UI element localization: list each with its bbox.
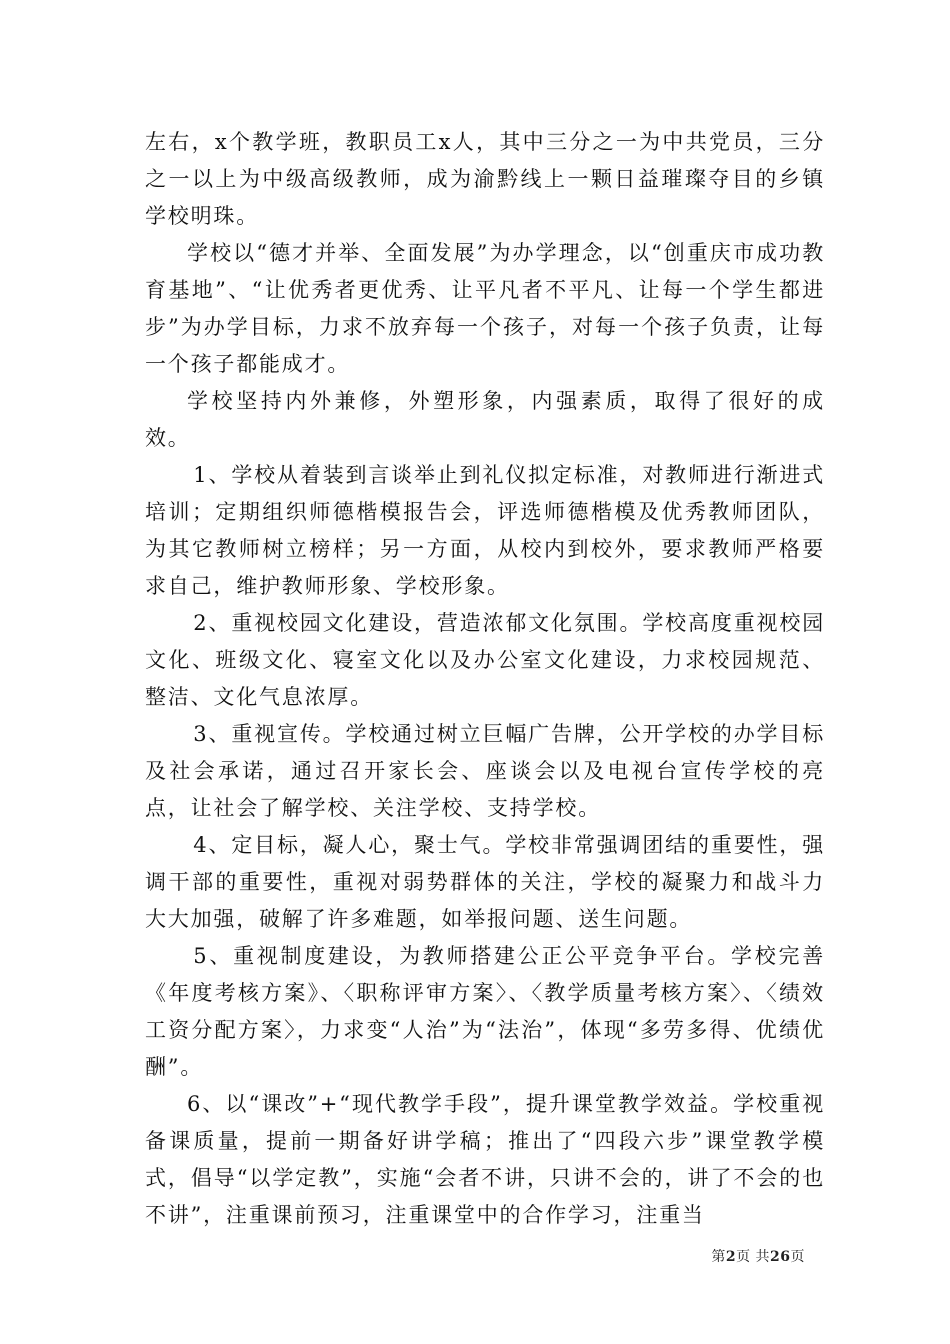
footer-prefix: 第 — [711, 1249, 726, 1265]
paragraph-summary: 学校坚持内外兼修，外塑形象，内强素质，取得了很好的成效。 — [145, 389, 825, 450]
paragraph-item-6: 6、以“课改”+“现代教学手段”，提升课堂教学效益。学校重视备课质量，提前一期备好讲学稿；推出了“四段六步”课堂教学模式，倡导“以学定教”，实施“会者不讲，只讲不会的，讲了不会的也不讲”，注重课前预习，注重课堂中的合作学习，注重当 — [145, 1092, 825, 1227]
footer-suffix: 页 — [790, 1249, 805, 1265]
paragraph-item-1: 1、学校从着装到言谈举止到礼仪拟定标准，对教师进行渐进式培训；定期组织师德楷模报告会，评选师德楷模及优秀教师团队，为其它教师树立榜样；另一方面，从校内到校外，要求教师严格要求自己，维护教师形象、学校形象。 — [145, 463, 825, 598]
paragraph-item-4: 4、定目标，凝人心，聚士气。学校非常强调团结的重要性，强调干部的重要性，重视对弱势群体的关注，学校的凝聚力和战斗力大大加强，破解了许多难题，如举报问题、送生问题。 — [145, 833, 825, 931]
paragraph-item-3: 3、重视宣传。学校通过树立巨幅广告牌，公开学校的办学目标及社会承诺，通过召开家长会、座谈会以及电视台宣传学校的亮点，让社会了解学校、关注学校、支持学校。 — [145, 722, 825, 820]
paragraph-item-2: 2、重视校园文化建设，营造浓郁文化氛围。学校高度重视校园文化、班级文化、寝室文化以及办公室文化建设，力求校园规范、整洁、文化气息浓厚。 — [145, 611, 825, 709]
page-number-footer — [711, 1248, 805, 1266]
paragraph-continuation: 左右，x个教学班，教职员工x人，其中三分之一为中共党员，三分之一以上为中级高级教师，成为渝黔线上一颗日益璀璨夺目的乡镇学校明珠。 — [145, 130, 825, 228]
total-page-count: 26 — [770, 1249, 791, 1265]
current-page-number: 2 — [725, 1249, 737, 1265]
footer-middle: 页 共 — [736, 1249, 771, 1265]
document-body — [145, 124, 825, 1234]
paragraph-school-philosophy: 学校以“德才并举、全面发展”为办学理念，以“创重庆市成功教育基地”、“让优秀者更优秀、让平凡者不平凡、让每一个学生都进步”为办学目标，力求不放弃每一个孩子，对每一个孩子负责，让每一个孩子都能成才。 — [145, 241, 825, 376]
paragraph-item-5: 5、重视制度建设，为教师搭建公正公平竞争平台。学校完善《年度考核方案》、〈职称评审方案〉、〈教学质量考核方案〉、〈绩效工资分配方案〉，力求变“人治”为“法治”，体现“多劳多得、优绩优酬”。 — [145, 944, 825, 1079]
